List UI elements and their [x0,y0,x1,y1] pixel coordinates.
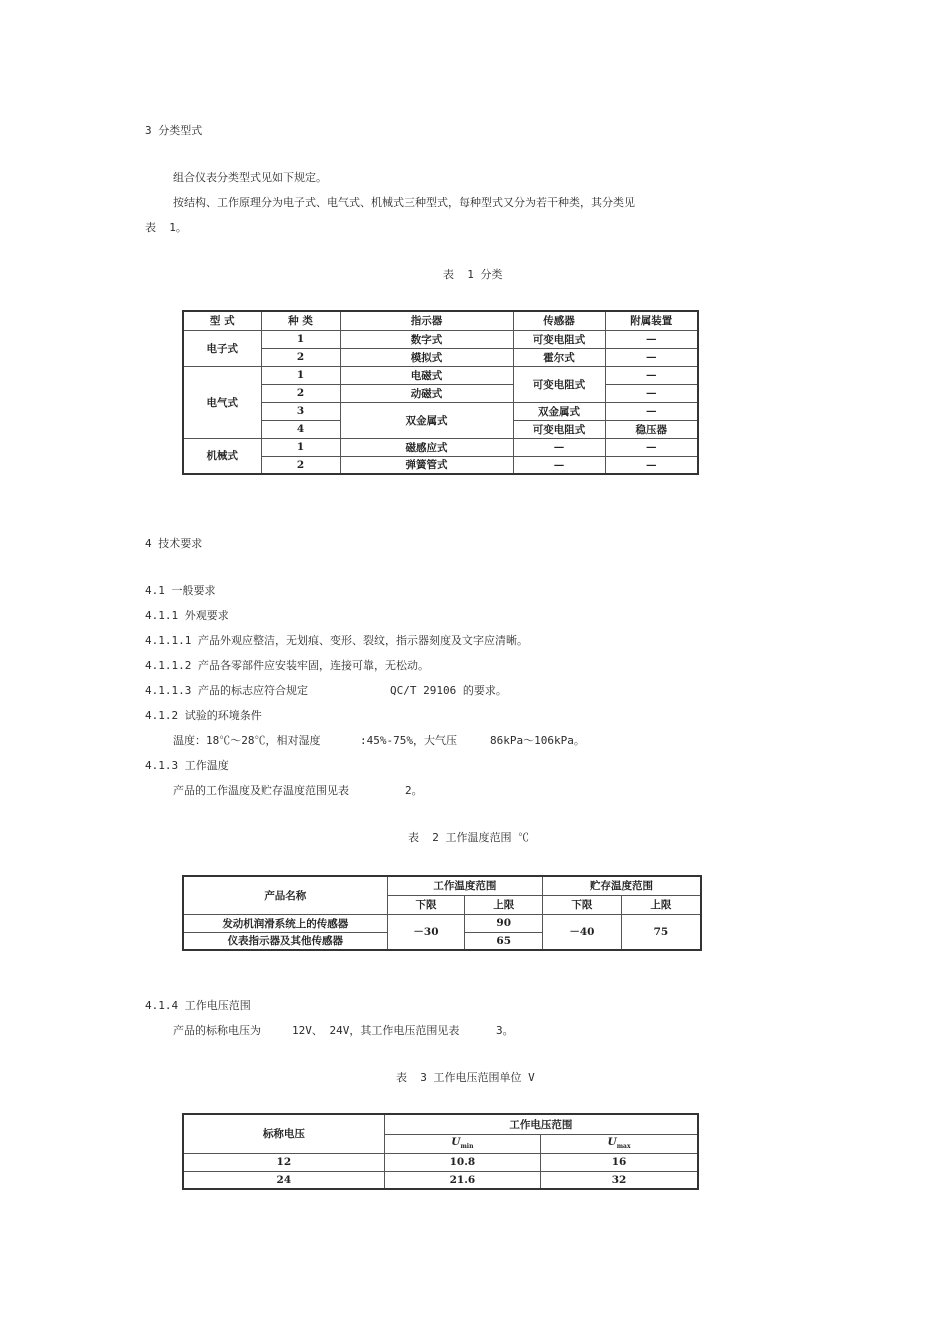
kind-cell: 2 [261,456,340,474]
indicator-cell: 弹簧管式 [340,456,513,474]
table-2-store-high: 75 [621,914,701,950]
section-4-1-1-heading: 4.1.1 外观要求 [145,609,229,622]
indicator-cell: 模拟式 [340,348,513,366]
table-1-header-kind: 种 类 [261,311,340,330]
kind-cell: 1 [261,438,340,456]
accessory-cell: — [605,438,698,456]
table-3-nominal: 24 [183,1171,384,1189]
table-row [183,330,698,348]
table-2-header-work-high: 上限 [465,895,543,914]
table-1-header-type: 型 式 [183,311,261,330]
table-3-header-umin [384,1134,540,1153]
table-3-header-range: 工作电压范围 [384,1114,698,1134]
table-2-header-store-low: 下限 [543,895,622,914]
table-2-row-2-name: 仪表指示器及其他传感器 [183,932,387,950]
section-3-paragraph-1: 组合仪表分类型式见如下规定。 [173,171,327,184]
table-1-caption: 表 1 分类 [443,268,503,281]
table-row [183,366,698,384]
section-4-1-1-1: 4.1.1.1 产品外观应整洁，无划痕、变形、裂纹，指示器刻度及文字应清晰。 [145,634,528,647]
table-3-caption: 表 3 工作电压范围单位 V [396,1071,535,1084]
section-4-1-2-pressure: 86kPa～106kPa。 [490,734,585,747]
sensor-cell: — [513,438,605,456]
section-3-paragraph-2-cont: 表 1。 [145,221,187,234]
section-4-1-3-paragraph: 产品的工作温度及贮存温度范围见表 [173,784,349,797]
table-row [183,914,701,932]
table-2-row-2-work-high: 65 [465,932,543,950]
table-3-umin: 21.6 [384,1171,540,1189]
section-4-1-3-table-ref: 2。 [405,784,423,797]
kind-cell: 2 [261,348,340,366]
table-2-header-store: 贮存温度范围 [543,876,701,895]
table-3-header-umax [541,1134,698,1153]
accessory-cell: — [605,330,698,348]
table-1-header-sensor: 传感器 [513,311,605,330]
group-mechanical: 机械式 [183,438,261,474]
table-2-work-low: －30 [387,914,465,950]
table-1-header-indicator: 指示器 [340,311,513,330]
section-4-1-2-humidity: :45%-75%，大气压 [360,734,457,747]
group-electronic: 电子式 [183,330,261,366]
accessory-cell: — [605,456,698,474]
section-4-1-4-voltages: 12V、 24V，其工作电压范围见表 [292,1024,460,1037]
table-3-header-nominal: 标称电压 [183,1114,384,1153]
table-3-umax: 16 [541,1153,698,1171]
umax-subscript: max [616,1143,631,1151]
indicator-cell: 电磁式 [340,366,513,384]
table-1-header-accessory: 附属装置 [605,311,698,330]
table-2-row-1-name: 发动机润滑系统上的传感器 [183,914,387,932]
indicator-cell: 数字式 [340,330,513,348]
sensor-cell: 霍尔式 [513,348,605,366]
group-electric: 电气式 [183,366,261,438]
table-2-row-1-work-high: 90 [465,914,543,932]
table-row [183,348,698,366]
kind-cell: 1 [261,366,340,384]
section-4-1-heading: 4.1 一般要求 [145,584,216,597]
table-3-nominal: 12 [183,1153,384,1171]
accessory-cell: — [605,366,698,384]
table-row [183,402,698,420]
table-2-caption: 表 2 工作温度范围 ℃ [408,831,530,844]
table-3-umin: 10.8 [384,1153,540,1171]
table-row [183,456,698,474]
indicator-cell: 双金属式 [340,402,513,438]
kind-cell: 3 [261,402,340,420]
section-4-1-4-table-ref: 3。 [496,1024,514,1037]
section-4-1-4-heading: 4.1.4 工作电压范围 [145,999,251,1012]
kind-cell: 2 [261,384,340,402]
table-2-header-work: 工作温度范围 [387,876,542,895]
table-2-header-store-high: 上限 [621,895,701,914]
section-4-1-1-3: 4.1.1.3 产品的标志应符合规定 [145,684,308,697]
kind-cell: 1 [261,330,340,348]
table-2-header-row [183,876,701,895]
table-2-header-name: 产品名称 [183,876,387,914]
section-4-1-2-temperature: 温度：18℃～28℃，相对湿度 [173,734,321,747]
table-2-store-low: －40 [543,914,622,950]
table-1-header-row [183,311,698,330]
accessory-cell: — [605,384,698,402]
kind-cell: 4 [261,420,340,438]
table-row [183,384,698,402]
sensor-cell: 可变电阻式 [513,366,605,402]
section-4-1-1-2: 4.1.1.2 产品各零部件应安装牢固，连接可靠，无松动。 [145,659,429,672]
sensor-cell: 双金属式 [513,402,605,420]
accessory-cell: 稳压器 [605,420,698,438]
table-row [183,1171,698,1189]
umin-subscript: min [460,1143,474,1151]
table-2 [182,875,702,951]
sensor-cell: 可变电阻式 [513,420,605,438]
accessory-cell: — [605,348,698,366]
section-4-1-2-heading: 4.1.2 试验的环境条件 [145,709,262,722]
table-3-header-row [183,1114,698,1134]
section-4-heading: 4 技术要求 [145,537,203,550]
section-4-1-3-heading: 4.1.3 工作温度 [145,759,229,772]
section-3-paragraph-2: 按结构、工作原理分为电子式、电气式、机械式三种型式，每种型式又分为若干种类，其分类见 [173,196,635,209]
table-row [183,1153,698,1171]
table-row [183,438,698,456]
table-3-umax: 32 [541,1171,698,1189]
indicator-cell: 磁感应式 [340,438,513,456]
table-1 [182,310,699,475]
section-4-1-1-3-ref: QC/T 29106 的要求。 [390,684,507,697]
section-4-1-4-paragraph: 产品的标称电压为 [173,1024,261,1037]
umax-symbol: U [607,1136,617,1149]
table-3 [182,1113,699,1190]
indicator-cell: 动磁式 [340,384,513,402]
umin-symbol: U [451,1136,461,1149]
section-3-heading: 3 分类型式 [145,124,203,137]
sensor-cell: 可变电阻式 [513,330,605,348]
accessory-cell: — [605,402,698,420]
sensor-cell: — [513,456,605,474]
table-2-header-work-low: 下限 [387,895,465,914]
